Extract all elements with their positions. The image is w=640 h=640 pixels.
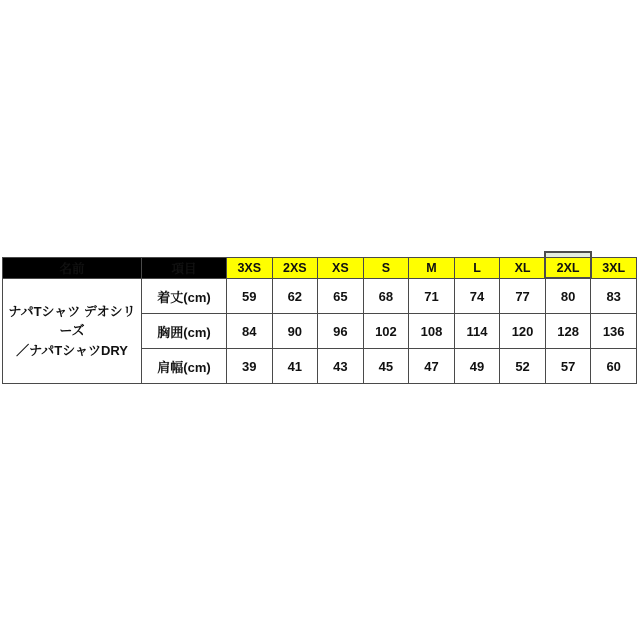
size-header-m: M — [409, 258, 455, 279]
row-label-length: 着丈(cm) — [142, 279, 227, 314]
size-header-l: L — [454, 258, 500, 279]
product-name-line2: ／ナパTシャツDRY — [16, 342, 128, 358]
size-header-2xl-selected: 2XL — [545, 258, 591, 279]
size-header-2xs: 2XS — [272, 258, 318, 279]
value-cell: 74 — [454, 279, 500, 314]
value-cell: 60 — [591, 349, 637, 384]
value-cell: 83 — [591, 279, 637, 314]
header-row — [3, 258, 637, 279]
value-cell: 65 — [318, 279, 364, 314]
value-cell: 41 — [272, 349, 318, 384]
value-cell: 90 — [272, 314, 318, 349]
value-cell: 49 — [454, 349, 500, 384]
value-cell: 80 — [545, 279, 591, 314]
value-cell: 77 — [500, 279, 546, 314]
size-header-3xs: 3XS — [227, 258, 273, 279]
value-cell: 45 — [363, 349, 409, 384]
size-header-s: S — [363, 258, 409, 279]
value-cell: 114 — [454, 314, 500, 349]
value-cell: 62 — [272, 279, 318, 314]
row-label-shoulder: 肩幅(cm) — [142, 349, 227, 384]
value-cell: 128 — [545, 314, 591, 349]
value-cell: 52 — [500, 349, 546, 384]
value-cell: 96 — [318, 314, 364, 349]
value-cell: 102 — [363, 314, 409, 349]
value-cell: 136 — [591, 314, 637, 349]
row-label-chest: 胸囲(cm) — [142, 314, 227, 349]
value-cell: 59 — [227, 279, 273, 314]
value-cell: 57 — [545, 349, 591, 384]
table-row-length — [3, 279, 637, 314]
value-cell: 43 — [318, 349, 364, 384]
value-cell: 47 — [409, 349, 455, 384]
size-header-3xl: 3XL — [591, 258, 637, 279]
value-cell: 71 — [409, 279, 455, 314]
column-header-name: 名前 — [3, 258, 142, 279]
size-header-xs: XS — [318, 258, 364, 279]
value-cell: 39 — [227, 349, 273, 384]
product-name-line1: ナパTシャツ デオシリーズ — [8, 303, 136, 339]
size-chart-table — [2, 257, 637, 384]
column-header-item: 項目 — [142, 258, 227, 279]
value-cell: 68 — [363, 279, 409, 314]
value-cell: 108 — [409, 314, 455, 349]
size-header-xl: XL — [500, 258, 546, 279]
size-chart — [2, 257, 637, 384]
value-cell: 120 — [500, 314, 546, 349]
value-cell: 84 — [227, 314, 273, 349]
product-name-cell — [3, 279, 142, 384]
